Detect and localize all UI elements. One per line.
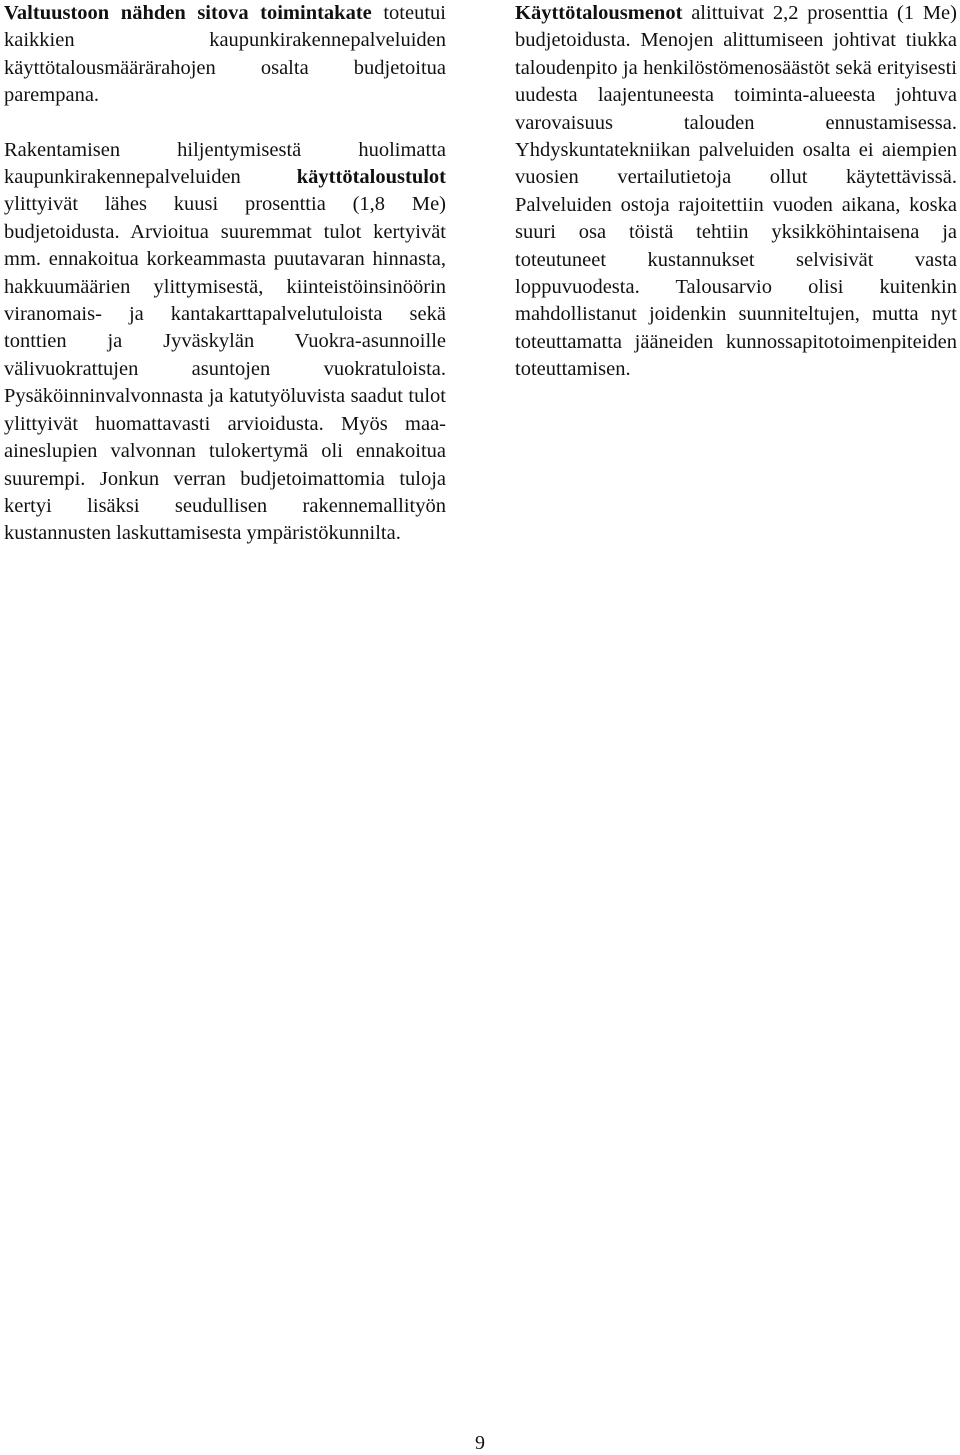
paragraph-text: Rakentamisen hiljentymisestä huolimatta kaupunkirakennepalveluiden xyxy=(4,138,446,189)
paragraph-text: toteutui kaikkien kaupunkirakennepalveluiden käyttötalousmäärärahojen osalta budjetoitua parempana. xyxy=(4,2,446,107)
left-column xyxy=(4,0,446,548)
paragraph-operating-income xyxy=(4,137,446,548)
page-number: 9 xyxy=(475,1432,485,1454)
paragraph-text: ylittyivät lähes kuusi prosenttia (1,8 Me) budjetoidusta. Arvioitua suuremmat tulot kertyivät mm. ennakoitua korkeammasta puutavaran hinnasta, hakkuumäärien ylittymisestä, kiinteistöinsinöörin viranomais- ja kantakarttapalvelutuloista sekä tonttien ja Jyväskylän Vuokra-asunnoille välivuokrattujen asuntojen vuokratuloista. Pysäköinninvalvonnasta ja katutyöluvista saadut tulot ylittyivät huomattavasti arvioidusta. Myös maa-aineslupien valvonnan tulokertymä oli ennakoitua suurempi. Jonkun verran budjetoimattomia tuloja kertyi lisäksi seudullisen rakennemallityön kustannusten laskuttamisesta ympäristökunnilta. xyxy=(4,193,446,545)
emphasis-operating-income: käyttötaloustulot xyxy=(296,166,446,189)
paragraph-heading-bold: Valtuustoon nähden sitova toimintakate xyxy=(4,2,372,24)
paragraph-text: alittuivat 2,2 prosenttia (1 Me) budjetoidusta. Menojen alittumiseen johtivat tiukka taloudenpito ja henkilöstömenosäästöt sekä erityisesti uudesta laajentuneesta toiminta-alueesta johtuva varovaisuus talouden ennustamisessa. Yhdyskuntatekniikan palveluiden osalta ei aiempien vuosien vertailutietoja ollut käytettävissä. Palveluiden ostoja rajoitettiin vuoden aikana, koska suuri osa töistä tehtiin yksikköhintaisena ja toteutuneet kustannukset selvisivät vasta loppuvuodesta. Talousarvio olisi kuitenkin mahdollistanut joidenkin suunniteltujen, mutta nyt toteuttamatta jääneiden kunnossapitotoimenpiteiden toteuttamisen. xyxy=(515,2,957,381)
paragraph-heading-bold: Käyttötalousmenot xyxy=(515,2,683,24)
right-column xyxy=(515,0,957,384)
paragraph-operating-margin xyxy=(4,0,446,110)
paragraph-operating-expenses xyxy=(515,0,957,384)
